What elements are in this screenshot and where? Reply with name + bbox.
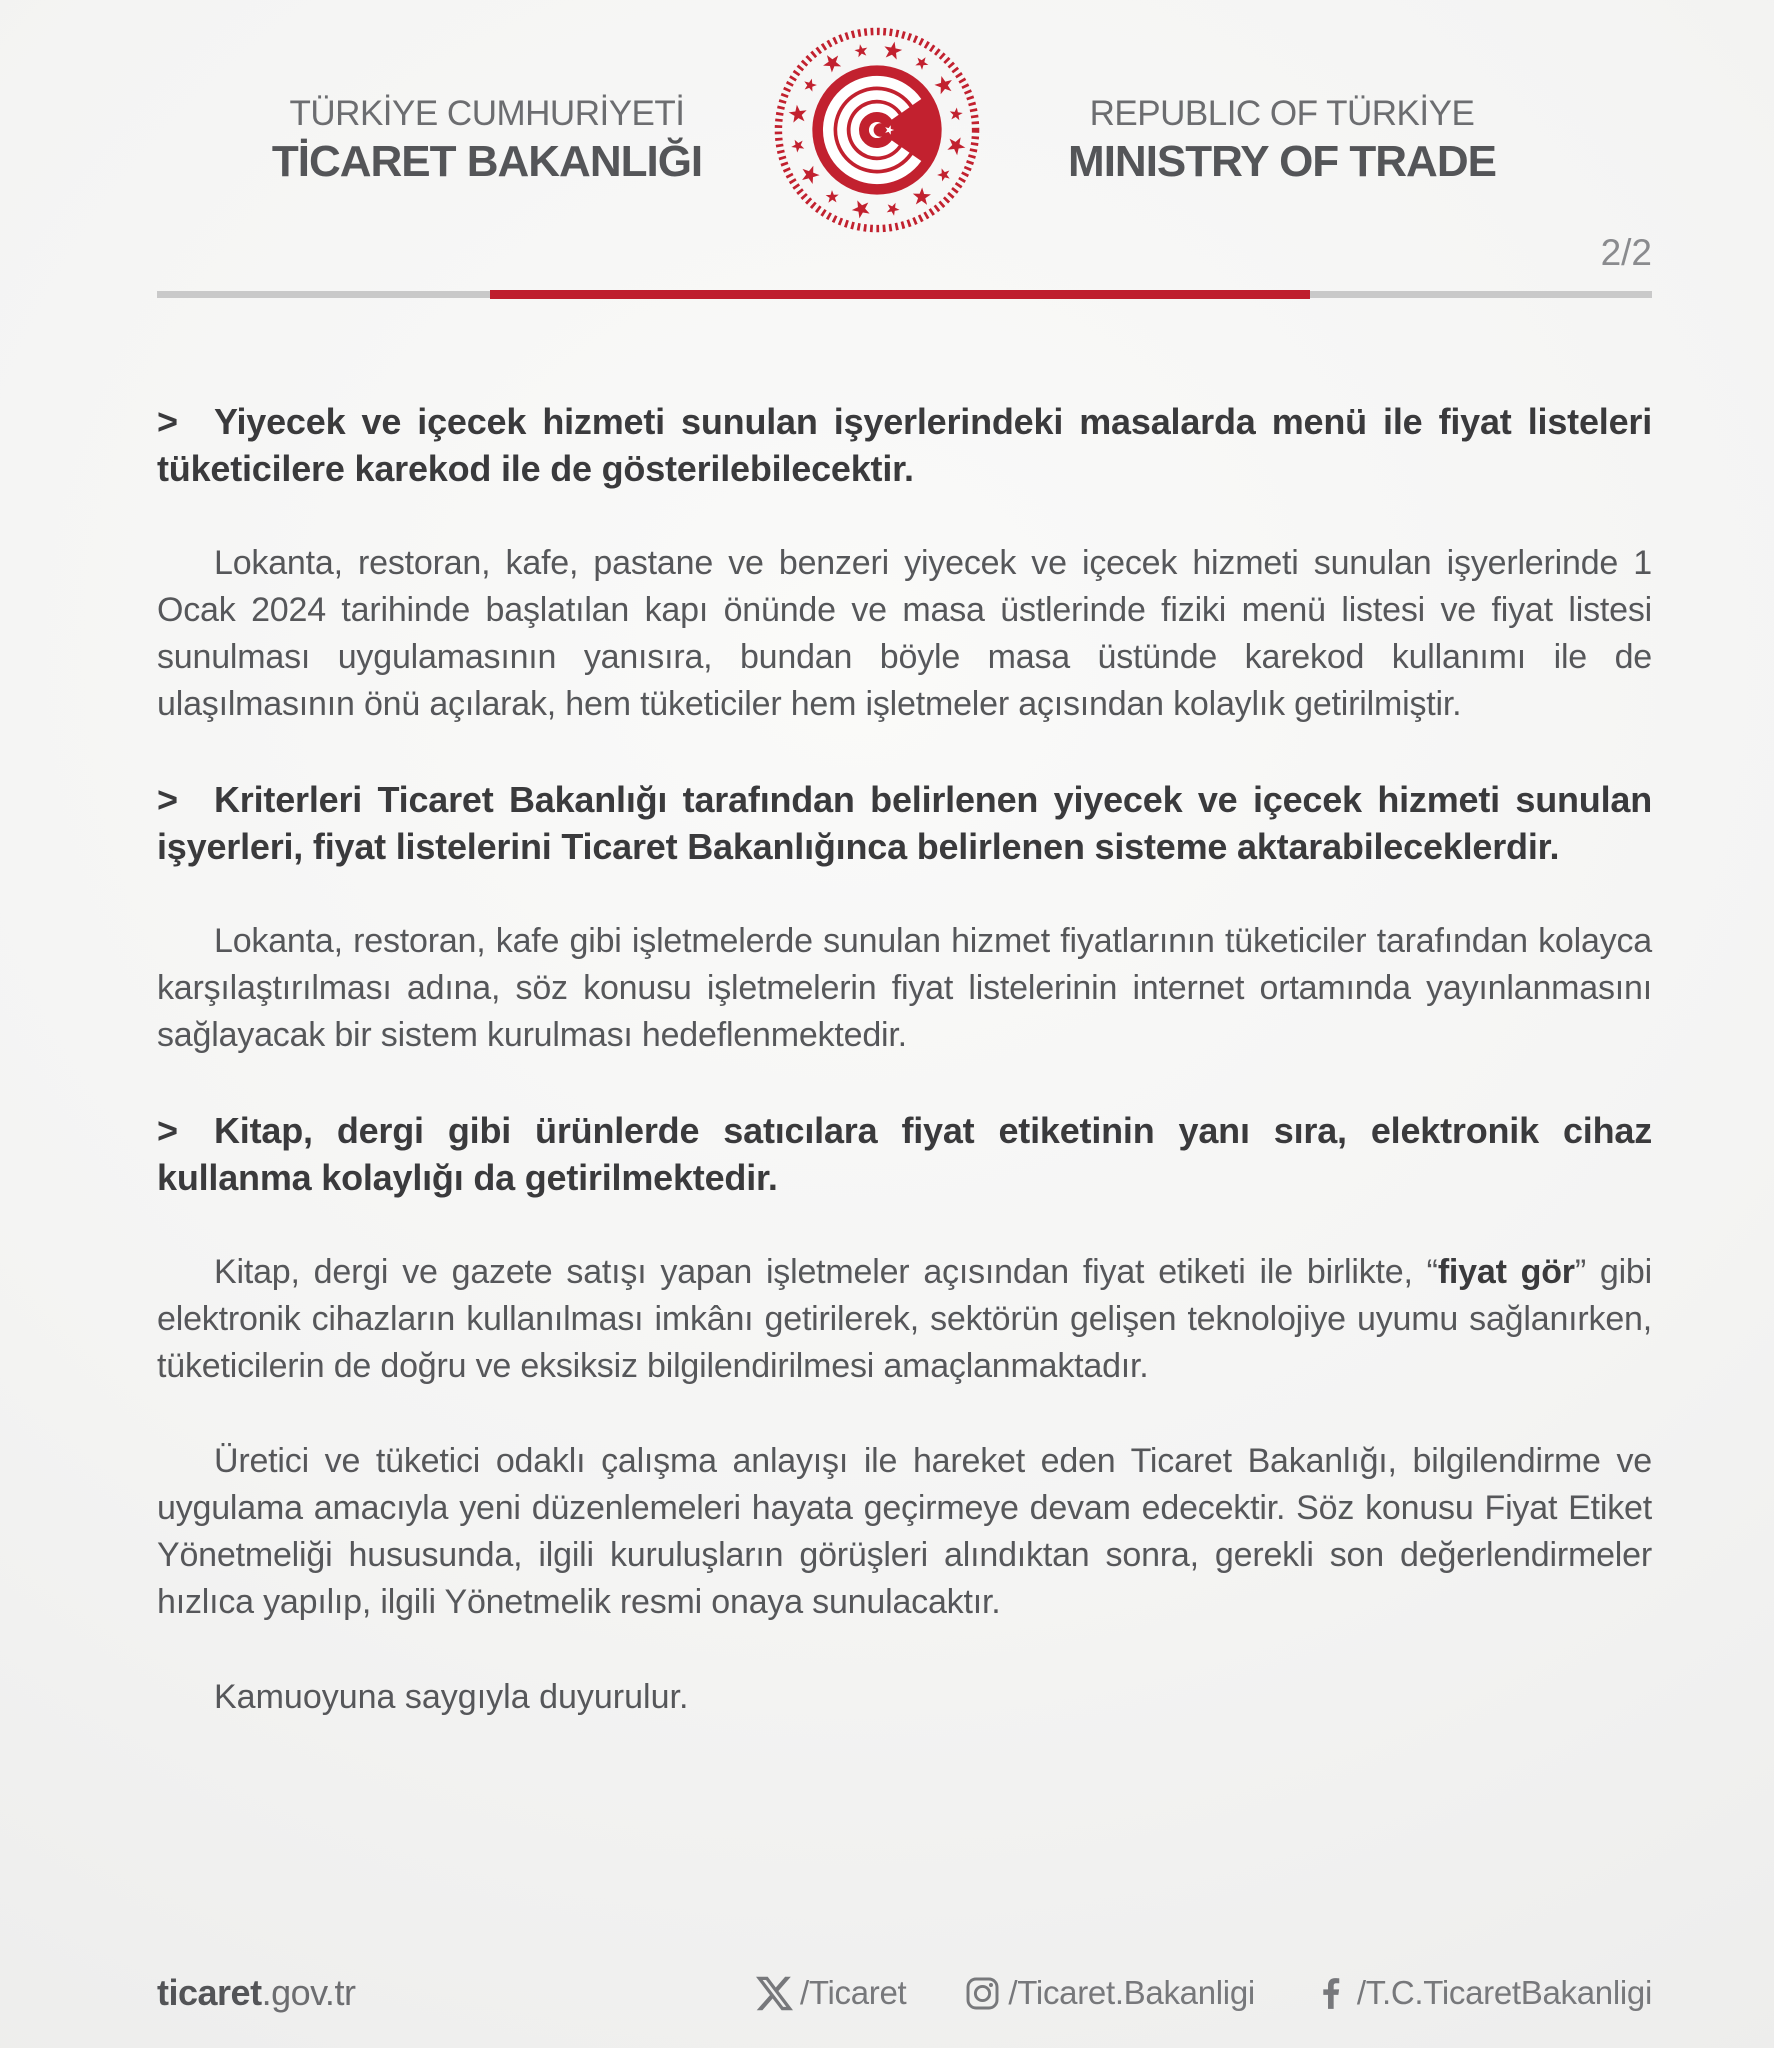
social-link-facebook[interactable] bbox=[1313, 1974, 1652, 2012]
page-progress-bar bbox=[157, 291, 1652, 298]
section-3-heading bbox=[157, 1107, 1652, 1201]
brand-english-line2: MINISTRY OF TRADE bbox=[1068, 137, 1496, 186]
section-2-heading-text: Kriterleri Ticaret Bakanlığı tarafından belirlenen yiyecek ve içecek hizmeti sunulan işyerleri, fiyat listelerini Ticaret Bakanlığınca belirlenen sisteme aktarabileceklerdir. bbox=[157, 779, 1652, 867]
website-link-rest: .gov.tr bbox=[261, 1972, 356, 2013]
brand-turkish bbox=[207, 94, 767, 187]
social-handle: /T.C.TicaretBakanligi bbox=[1356, 1974, 1652, 2011]
brand-turkish-line1: TÜRKİYE CUMHURİYETİ bbox=[289, 94, 685, 133]
brand-english-line1: REPUBLIC OF TÜRKİYE bbox=[1089, 94, 1475, 133]
emphasized-term: fiyat gör bbox=[1437, 1253, 1575, 1291]
social-links bbox=[756, 1974, 1652, 2012]
section-1-heading bbox=[157, 398, 1652, 492]
brand-turkish-line2: TİCARET BAKANLIĞI bbox=[271, 137, 703, 186]
website-link-bold: ticaret bbox=[157, 1972, 262, 2013]
section-2-paragraph: Lokanta, restoran, kafe gibi işletmelerde sunulan hizmet fiyatlarının tüketiciler tarafından kolayca karşılaştırılması adına, söz konusu işletmelerin fiyat listelerinin internet ortamında yayınlanmasını sağlayacak bir sistem kurulması hedeflenmektedir. bbox=[157, 922, 1652, 1054]
instagram-icon bbox=[964, 1975, 1001, 2012]
bullet-arrow-icon: > bbox=[157, 401, 178, 442]
bullet-arrow-icon: > bbox=[157, 779, 178, 820]
footer bbox=[157, 1972, 1652, 2014]
section-3-paragraph bbox=[157, 1249, 1652, 1390]
closing-paragraph: Üretici ve tüketici odaklı çalışma anlayışı ile hareket eden Ticaret Bakanlığı, bilgilendirme ve uygulama amacıyla yeni düzenlemeleri hayata geçirmeye devam edecektir. Söz konusu Fiyat Etiket Yönetmeliği hususunda, ilgili kuruluşların görüşleri alındıktan sonra, gerekli son değerlendirmeler hızlıca yapılıp, ilgili Yönetmelik resmi onaya sunulacaktır. bbox=[157, 1442, 1652, 1621]
social-handle: /Ticaret bbox=[800, 1974, 907, 2011]
section-3-heading-text: Kitap, dergi gibi ürünlerde satıcılara fiyat etiketinin yanı sıra, elektronik cihaz kullanma kolaylığı da getirilmektedir. bbox=[157, 1110, 1652, 1198]
facebook-icon bbox=[1313, 1975, 1350, 2012]
social-link-x[interactable] bbox=[756, 1974, 906, 2012]
press-release-body bbox=[157, 398, 1652, 1721]
social-link-instagram[interactable] bbox=[964, 1974, 1254, 2012]
website-link[interactable] bbox=[157, 1972, 355, 2014]
section-1-paragraph: Lokanta, restoran, kafe, pastane ve benzeri yiyecek ve içecek hizmeti sunulan işyerlerinde 1 Ocak 2024 tarihinde başlatılan kapı önünde ve masa üstlerinde fiziki menü listesi ve fiyat listesi sunulması uygulamasının yanısıra, bundan böyle masa üstünde karekod kullanımı ile de ulaşılmasının önü açılarak, hem tüketiciler hem işletmeler açısından kolaylık getirilmiştir. bbox=[157, 544, 1652, 723]
section-1-heading-text: Yiyecek ve içecek hizmeti sunulan işyerlerindeki masalarda menü ile fiyat listeleri tüketicilere karekod ile de gösterilebilecektir. bbox=[157, 401, 1652, 489]
bullet-arrow-icon: > bbox=[157, 1110, 178, 1151]
page-progress-fill bbox=[490, 290, 1310, 299]
x-icon bbox=[756, 1975, 793, 2012]
social-handle: /Ticaret.Bakanligi bbox=[1008, 1974, 1255, 2011]
closing-statement: Kamuoyuna saygıyla duyurulur. bbox=[214, 1678, 689, 1716]
paragraph-text: ” gibi elektronik cihazların kullanılması imkânı getirilerek, sektörün gelişen teknolojiye uyumu sağlanırken, tüketicilerin de doğru ve eksiksiz bilgilendirilmesi amaçlanmaktadır. bbox=[157, 1253, 1652, 1385]
page-indicator: 2/2 bbox=[1600, 232, 1652, 273]
paragraph-text: Kitap, dergi ve gazete satışı yapan işletmeler açısından fiyat etiketi ile birlikte, “ bbox=[214, 1253, 1438, 1291]
ministry-of-trade-emblem-icon bbox=[771, 24, 983, 236]
section-2-heading bbox=[157, 776, 1652, 870]
brand-english bbox=[1002, 94, 1562, 187]
